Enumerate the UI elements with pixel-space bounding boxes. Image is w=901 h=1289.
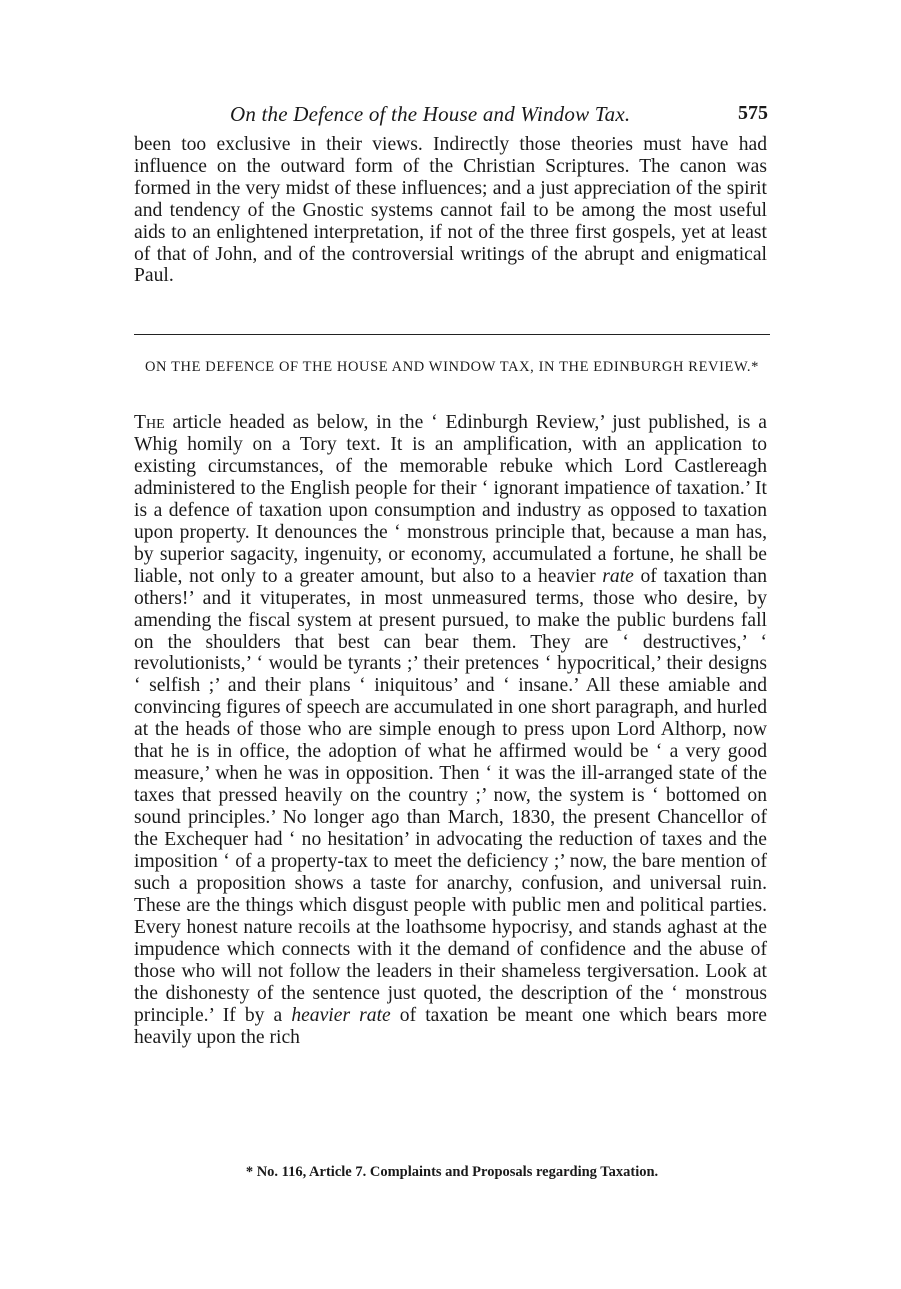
footnote: * No. 116, Article 7. Complaints and Proposals regarding Taxation. [245, 1164, 659, 1180]
carryover-paragraph: been too exclusive in their views. Indirectly those theories must have had influence on the outward form of the Christian Scriptures. The canon was formed in the very midst of these influences; and a just appreciation of the spirit and tendency of the Gnostic systems cannot fail to be among the most useful aids to an enlightened interpretation, if not of the three first gospels, yet at least of that of John, and of the controversial writings of the abrupt and enigmatical Paul. [134, 134, 767, 287]
italic-heavier-rate: heavier rate [291, 1004, 391, 1026]
running-title: On the Defence of the House and Window Tax. [230, 102, 631, 126]
italic-rate: rate [602, 565, 634, 587]
article-heading: ON THE DEFENCE OF THE HOUSE AND WINDOW TAX, IN THE EDINBURGH REVIEW.* [144, 359, 760, 375]
lead-word: The [134, 412, 165, 433]
section-divider [134, 334, 770, 335]
page-number: 575 [738, 102, 768, 124]
body-segment: of taxation be meant one which bears more heavily upon the rich [134, 1004, 767, 1048]
body-segment: of taxation than others!’ and it vituperates, in most unmeasured terms, those who desire, by amending the fiscal system at present pursued, to make the public burdens fall on the shoulders that best can bear them. They are ‘ destructives,’ ‘ revolutionists,’ ‘ would be tyrants ;’ their pretences ‘ hypocritical,’ their designs ‘ selfish ;’ and their plans ‘ iniquitous’ and ‘ insane.’ All these amiable and convincing figures of speech are accumulated in one short paragraph, and hurled at the heads of those who are simple enough to press upon Lord Althorp, now that he is in office, the adoption of what he affirmed would be ‘ a very good measure,’ when he was in opposition. Then ‘ it was the ill-arranged state of the taxes that pressed heavily on the country ;’ now, the system is ‘ bottomed on sound principles.’ No longer ago than March, 1830, the present Chancellor of the Exchequer had ‘ no hesitation’ in advocating the reduction of taxes and the imposition ‘ of a property-tax to meet the deficiency ;’ now, the bare mention of such a proposition shows a taste for anarchy, confusion, and universal ruin. These are the things which disgust people with public men and political parties. Every honest nature recoils at the loathsome hypocrisy, and stands aghast at the impudence which connects with it the demand of confidence and the abuse of those who will not follow the leaders in their shameless tergiversation. Look at the dishonesty of the sentence just quoted, the description of the ‘ monstrous principle.’ If by a [134, 565, 767, 1026]
running-head [134, 102, 770, 130]
carryover-paragraph-block [134, 134, 767, 287]
article-body-block [134, 412, 767, 1049]
body-segment: article headed as below, in the ‘ Edinburgh Review,’ just published, is a Whig homily on a Tory text. It is an amplification, with an application to existing circumstances, of the memorable rebuke which Lord Castlereagh administered to the English people for their ‘ ignorant impatience of taxation.’ It is a defence of taxation upon consumption and industry as opposed to taxation upon property. It denounces the ‘ monstrous principle that, because a man has, by superior sagacity, ingenuity, or economy, accumulated a fortune, he shall be liable, not only to a greater amount, but also to a heavier [134, 412, 767, 587]
article-body-paragraph [134, 412, 767, 1049]
